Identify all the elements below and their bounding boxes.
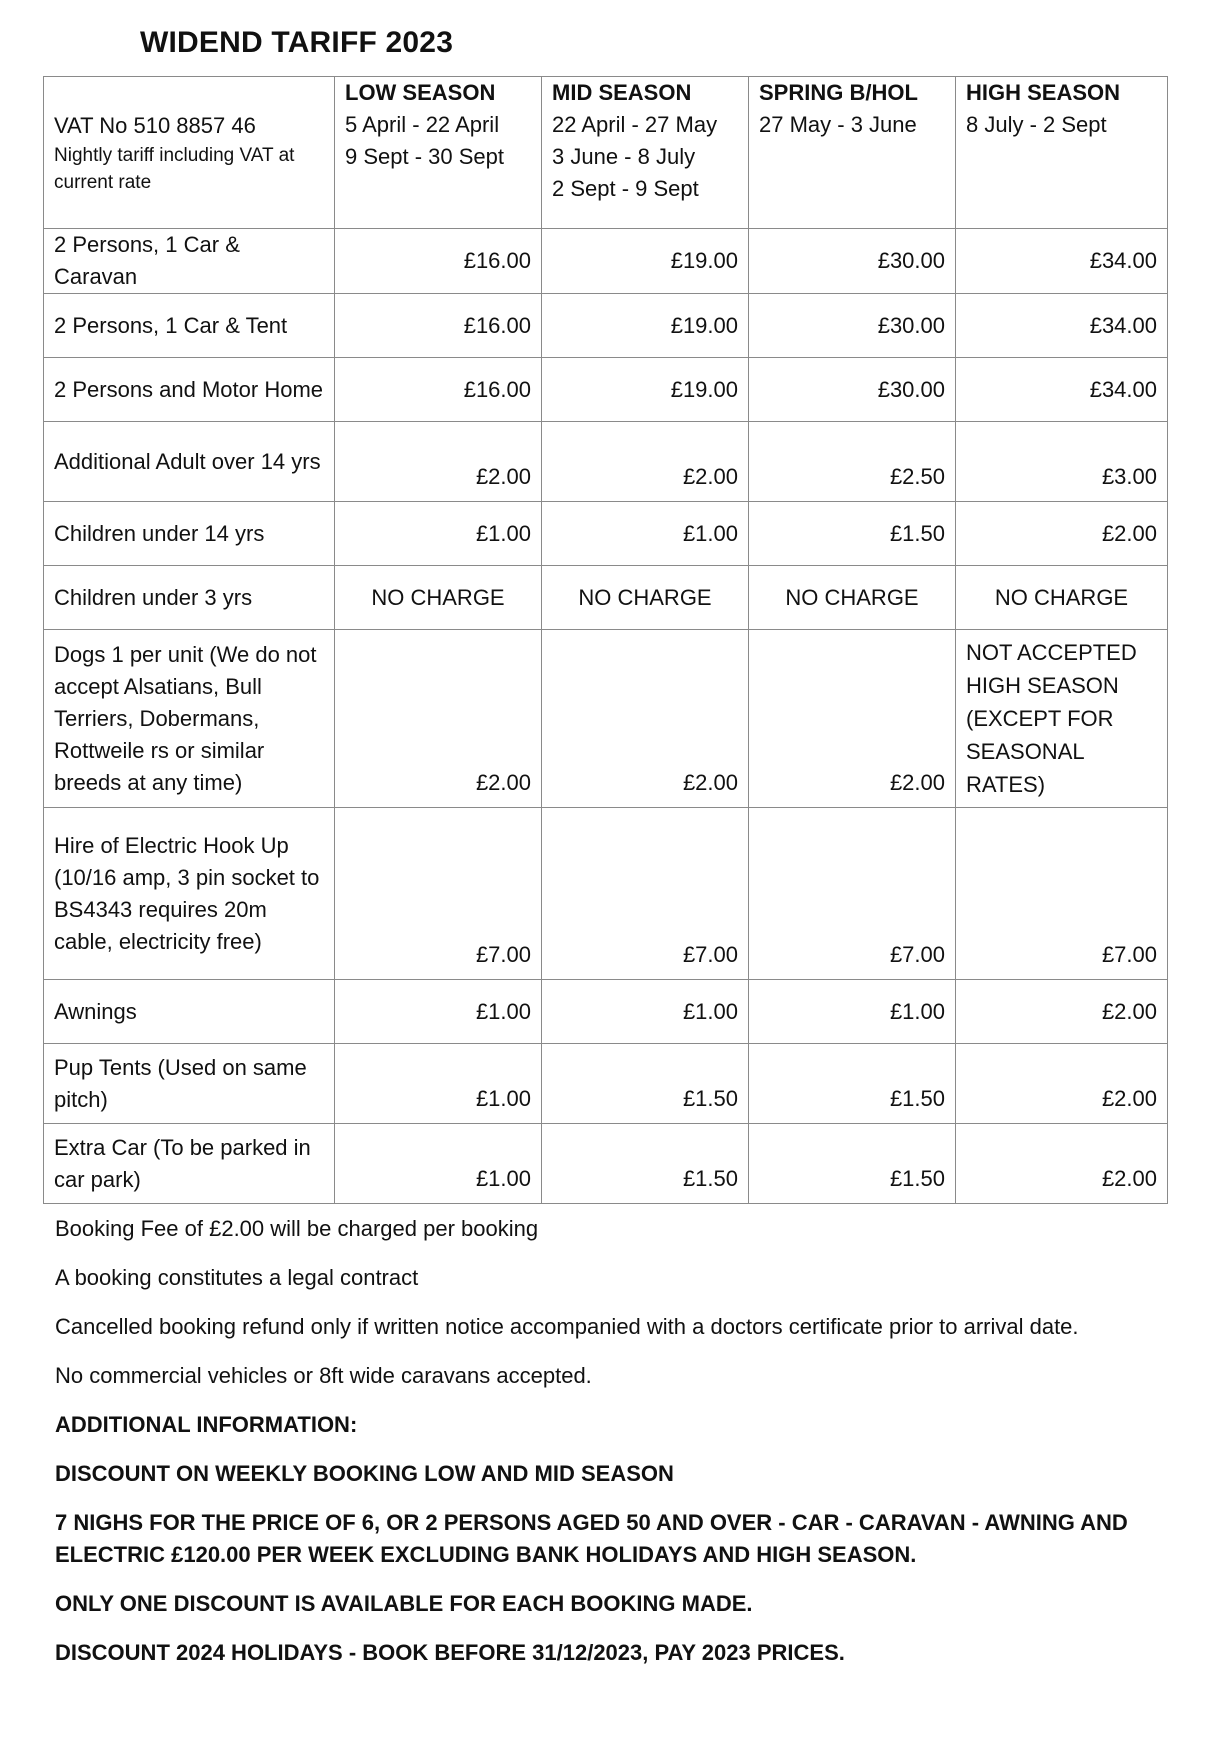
not-accepted-cell <box>956 630 1168 808</box>
season-dates: 9 Sept - 30 Sept <box>345 144 504 169</box>
price-cell: £2.00 <box>956 980 1168 1044</box>
price-cell: £34.00 <box>956 229 1168 294</box>
season-name: MID SEASON <box>552 80 692 105</box>
table-row <box>44 808 1168 980</box>
price-cell: £1.00 <box>542 980 749 1044</box>
row-label: Additional Adult over 14 yrs <box>44 422 335 502</box>
vehicles-note: No commercial vehicles or 8ft wide caravans accepted. <box>55 1363 592 1388</box>
season-dates: 22 April - 27 May <box>552 112 718 137</box>
no-charge-cell: NO CHARGE <box>749 566 956 630</box>
row-label: Hire of Electric Hook Up (10/16 amp, 3 pin socket to BS4343 requires 20m cable, electricity free) <box>44 808 335 980</box>
row-label: Children under 3 yrs <box>44 566 335 630</box>
not-accepted-line: (EXCEPT FOR <box>966 706 1114 731</box>
price-cell: £16.00 <box>335 358 542 422</box>
price-cell: £7.00 <box>335 808 542 980</box>
legal-contract-note: A booking constitutes a legal contract <box>55 1265 419 1290</box>
season-dates: 27 May - 3 June <box>759 112 917 137</box>
discount-2024-note: DISCOUNT 2024 HOLIDAYS - BOOK BEFORE 31/12/2023, PAY 2023 PRICES. <box>55 1640 845 1665</box>
price-cell: £2.00 <box>542 630 749 808</box>
price-cell: £19.00 <box>542 358 749 422</box>
table-row <box>44 358 1168 422</box>
price-cell: £1.00 <box>542 502 749 566</box>
price-cell: £1.00 <box>749 980 956 1044</box>
vat-note: Nightly tariff including VAT at current rate <box>54 144 295 193</box>
table-row <box>44 422 1168 502</box>
price-cell: £7.00 <box>956 808 1168 980</box>
price-cell: £1.50 <box>542 1044 749 1124</box>
row-label: Awnings <box>44 980 335 1044</box>
weekly-discount-note: DISCOUNT ON WEEKLY BOOKING LOW AND MID SEASON <box>55 1461 674 1486</box>
season-dates: 3 June - 8 July <box>552 144 696 169</box>
season-header-low <box>335 77 542 229</box>
additional-info-heading: ADDITIONAL INFORMATION: <box>55 1412 358 1437</box>
no-charge-cell: NO CHARGE <box>542 566 749 630</box>
season-dates: 5 April - 22 April <box>345 112 500 137</box>
tariff-table <box>43 76 1168 1204</box>
table-row <box>44 229 1168 294</box>
price-cell: £7.00 <box>749 808 956 980</box>
price-cell: £2.50 <box>749 422 956 502</box>
one-discount-note: ONLY ONE DISCOUNT IS AVAILABLE FOR EACH BOOKING MADE. <box>55 1591 753 1616</box>
season-dates: 8 July - 2 Sept <box>966 112 1107 137</box>
price-cell: £1.50 <box>749 1124 956 1204</box>
price-cell: £19.00 <box>542 294 749 358</box>
table-row <box>44 502 1168 566</box>
price-cell: £2.00 <box>335 422 542 502</box>
table-row <box>44 566 1168 630</box>
no-charge-cell: NO CHARGE <box>335 566 542 630</box>
row-label: 2 Persons, 1 Car & Caravan <box>44 229 335 294</box>
notes-section <box>55 1213 1165 1686</box>
not-accepted-line: NOT ACCEPTED <box>966 640 1137 665</box>
season-dates: 2 Sept - 9 Sept <box>552 176 699 201</box>
price-cell: £7.00 <box>542 808 749 980</box>
price-cell: £2.00 <box>956 1044 1168 1124</box>
season-header-spring <box>749 77 956 229</box>
price-cell: £1.50 <box>749 1044 956 1124</box>
season-header-high <box>956 77 1168 229</box>
booking-fee-note: Booking Fee of £2.00 will be charged per booking <box>55 1216 539 1241</box>
row-label: Extra Car (To be parked in car park) <box>44 1124 335 1204</box>
row-label: Dogs 1 per unit (We do not accept Alsatians, Bull Terriers, Dobermans, Rottweile rs or similar breeds at any time) <box>44 630 335 808</box>
table-row <box>44 980 1168 1044</box>
price-cell: £2.00 <box>542 422 749 502</box>
price-cell: £1.00 <box>335 1124 542 1204</box>
price-cell: £2.00 <box>749 630 956 808</box>
not-accepted-line: HIGH SEASON <box>966 673 1119 698</box>
price-cell: £34.00 <box>956 358 1168 422</box>
season-name: LOW SEASON <box>345 80 496 105</box>
price-cell: £30.00 <box>749 294 956 358</box>
price-cell: £34.00 <box>956 294 1168 358</box>
no-charge-cell: NO CHARGE <box>956 566 1168 630</box>
seven-nights-offer: 7 NIGHS FOR THE PRICE OF 6, OR 2 PERSONS AGED 50 AND OVER - CAR - CARAVAN - AWNING AND ELECTRIC £120.00 PER WEEK EXCLUDING BANK HOLIDAYS AND HIGH SEASON. <box>55 1510 1128 1567</box>
cancellation-note: Cancelled booking refund only if written notice accompanied with a doctors certificate prior to arrival date. <box>55 1314 1079 1339</box>
price-cell: £19.00 <box>542 229 749 294</box>
row-label: 2 Persons and Motor Home <box>44 358 335 422</box>
table-row <box>44 1044 1168 1124</box>
table-row <box>44 294 1168 358</box>
price-cell: £3.00 <box>956 422 1168 502</box>
header-row <box>44 77 1168 229</box>
not-accepted-line: SEASONAL RATES) <box>966 739 1084 797</box>
price-cell: £1.00 <box>335 980 542 1044</box>
price-cell: £30.00 <box>749 358 956 422</box>
price-cell: £2.00 <box>956 502 1168 566</box>
page-title: WIDEND TARIFF 2023 <box>140 26 454 59</box>
price-cell: £1.50 <box>749 502 956 566</box>
row-label: Pup Tents (Used on same pitch) <box>44 1044 335 1124</box>
vat-number: VAT No 510 8857 46 <box>54 112 256 138</box>
vat-cell <box>44 77 335 229</box>
price-cell: £1.00 <box>335 502 542 566</box>
row-label: 2 Persons, 1 Car & Tent <box>44 294 335 358</box>
season-name: HIGH SEASON <box>966 80 1121 105</box>
table-row <box>44 630 1168 808</box>
row-label: Children under 14 yrs <box>44 502 335 566</box>
price-cell: £2.00 <box>335 630 542 808</box>
price-cell: £1.50 <box>542 1124 749 1204</box>
price-cell: £16.00 <box>335 294 542 358</box>
season-header-mid <box>542 77 749 229</box>
table-row <box>44 1124 1168 1204</box>
price-cell: £2.00 <box>956 1124 1168 1204</box>
price-cell: £30.00 <box>749 229 956 294</box>
season-name: SPRING B/HOL <box>759 80 918 105</box>
price-cell: £16.00 <box>335 229 542 294</box>
price-cell: £1.00 <box>335 1044 542 1124</box>
